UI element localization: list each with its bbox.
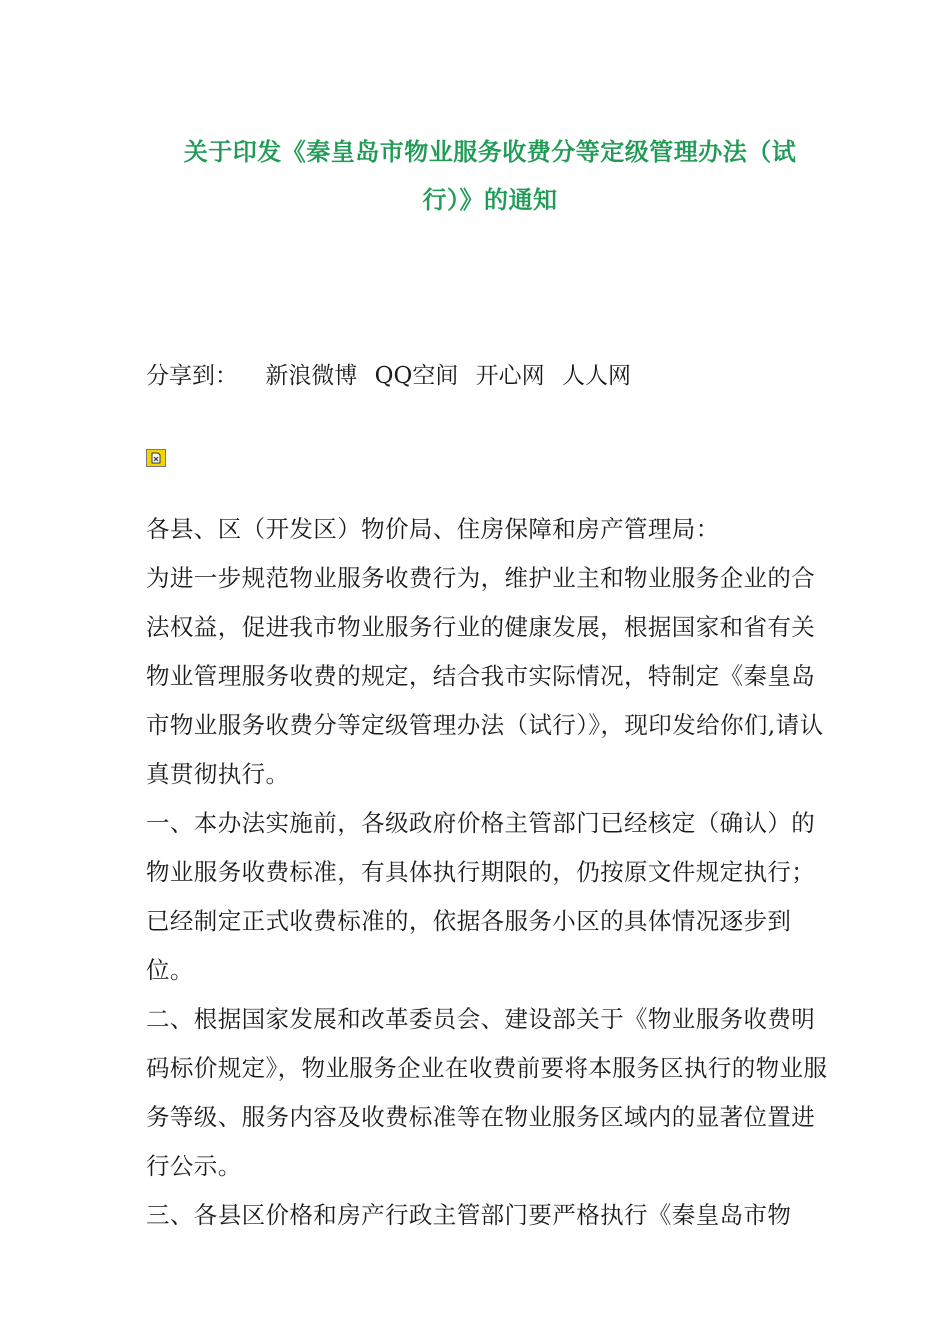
share-link-renren[interactable]: 人人网 [561,363,631,389]
clause-three-paragraph: 三、各县区价格和房产行政主管部门要严格执行《秦皇岛市物 [146,1201,792,1229]
share-label: 分享到： [146,363,238,389]
clause-two-paragraph: 二、根据国家发展和改革委员会、建设部关于《物业服务收费明码标价规定》，物业服务企业在收费前要将本服务区执行的物业服务等级、服务内容及收费标准等在物业服务区域内的显著位置进行公示。 [146,1005,828,1180]
clause-one-paragraph: 一、本办法实施前，各级政府价格主管部门已经核定（确认）的物业服务收费标准，有具体执行期限的，仍按原文件规定执行；已经制定正式收费标准的，依据各服务小区的具体情况逐步到位。 [146,809,816,984]
document-body [146,505,836,1240]
title-line-1: 关于印发《秦皇岛市物业服务收费分等定级管理办法（试 [183,137,797,166]
salutation-paragraph: 各县、区（开发区）物价局、住房保障和房产管理局： [146,515,720,543]
intro-paragraph: 为进一步规范物业服务收费行为，维护业主和物业服务企业的合法权益，促进我市物业服务行业的健康发展，根据国家和省有关物业管理服务收费的规定，结合我市实际情况，特制定《秦皇岛市物业服务收费分等定级管理办法（试行）》，现印发给你们,请认真贯彻执行。 [146,564,824,788]
share-link-qzone[interactable]: QQ空间 [374,363,459,389]
broken-image-icon [146,449,166,467]
broken-image-glyph [149,451,163,465]
document-title [150,128,830,224]
title-line-2: 行）》的通知 [422,185,558,214]
share-link-sina-weibo[interactable]: 新浪微博 [265,363,358,389]
share-link-kaixin[interactable]: 开心网 [475,363,545,389]
share-bar [146,358,641,394]
